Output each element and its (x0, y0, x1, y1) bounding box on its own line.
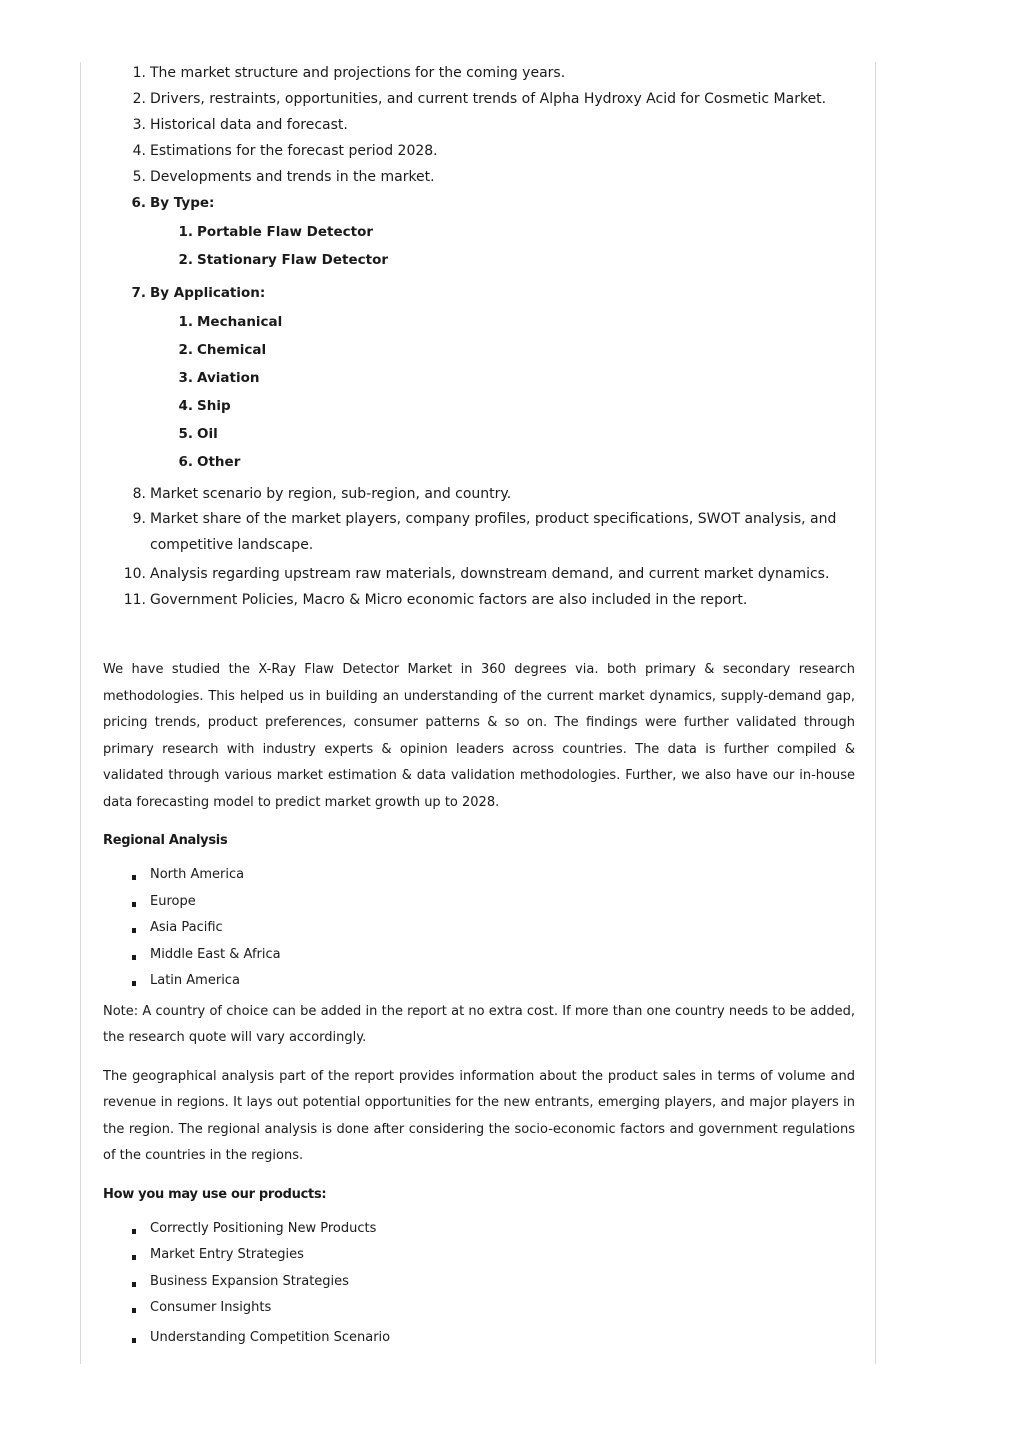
left-page-border (80, 62, 81, 1364)
sublist-number: 1. (178, 224, 193, 240)
list-number: 7. (131, 285, 146, 301)
by-application-heading: By Application: (150, 285, 266, 301)
list-item-text: Historical data and forecast. (150, 117, 348, 133)
sublist-number: 6. (178, 454, 193, 470)
list-item-text: Estimations for the forecast period 2028. (150, 143, 438, 159)
list-item (103, 138, 855, 164)
document-body (103, 60, 855, 1351)
list-item-text: Market scenario by region, sub-region, and country. (150, 486, 512, 502)
list-item: Asia Pacific (103, 915, 855, 942)
by-type-heading: By Type: (150, 195, 215, 211)
report-contents-list (103, 60, 855, 613)
list-item-text: Government Policies, Macro & Micro economic factors are also included in the report. (150, 592, 748, 608)
list-item (103, 561, 855, 587)
regional-analysis-heading: Regional Analysis (103, 833, 228, 848)
list-number: 6. (131, 195, 146, 211)
list-item (103, 482, 855, 506)
list-item (103, 86, 855, 112)
list-item-text: Developments and trends in the market. (150, 169, 435, 185)
sublist-item (150, 336, 855, 364)
list-number: 4. (132, 143, 146, 159)
list-item: Understanding Competition Scenario (103, 1325, 855, 1352)
geographical-paragraph: The geographical analysis part of the report provides information about the product sales in terms of volume and revenue in regions. It lays out potential opportunities for the new entrants, emerging players, and major players in the region. The regional analysis is done after considering the socio-economic factors and government regulations of the countries in the regions. (103, 1068, 855, 1163)
sublist-item-text: Ship (197, 398, 231, 414)
list-item: Market Entry Strategies (103, 1242, 855, 1269)
list-item-text: Analysis regarding upstream raw materials, downstream demand, and current market dynamics. (150, 566, 830, 582)
sublist-item (150, 218, 855, 246)
list-item (103, 164, 855, 190)
list-item: Business Expansion Strategies (103, 1269, 855, 1296)
list-item-text: Market share of the market players, company profiles, product specifications, SWOT analysis, and competitive landscape. (150, 511, 837, 553)
list-item (103, 112, 855, 138)
sublist-item-text: Chemical (197, 342, 267, 358)
list-item (103, 506, 855, 558)
list-item: Consumer Insights (103, 1295, 855, 1322)
list-item-text: Drivers, restraints, opportunities, and current trends of Alpha Hydroxy Acid for Cosmetic Market. (150, 91, 827, 107)
country-note: Note: A country of choice can be added in the report at no extra cost. If more than one country needs to be added, the research quote will vary accordingly. (103, 1003, 855, 1045)
by-application-sublist (150, 308, 855, 476)
sublist-item-text: Aviation (197, 370, 260, 386)
sublist-item (150, 448, 855, 476)
sublist-item-text: Other (197, 454, 241, 470)
list-number: 8. (132, 486, 146, 502)
list-number: 5. (132, 169, 146, 185)
sublist-item (150, 308, 855, 336)
sublist-item-text: Stationary Flaw Detector (197, 252, 389, 268)
regions-list (103, 862, 855, 995)
sublist-number: 4. (178, 398, 193, 414)
list-number: 10. (123, 566, 146, 582)
list-item: Correctly Positioning New Products (103, 1216, 855, 1243)
list-item-text: The market structure and projections for the coming years. (150, 65, 566, 81)
sublist-number: 2. (178, 252, 193, 268)
research-paragraph: We have studied the X-Ray Flaw Detector Market in 360 degrees via. both primary & secondary research methodologies. This helped us in building an understanding of the current market dynamics, supply-demand gap, pricing trends, product preferences, consumer patterns & so on. The findings were further validated through primary research with industry experts & opinion leaders across countries. The data is further compiled & validated through various market estimation & data validation methodologies. Further, we also have our in-house data forecasting model to predict market growth up to 2028. (103, 662, 855, 810)
by-type-item (103, 190, 855, 274)
right-page-border (875, 62, 876, 1364)
sublist-number: 3. (178, 370, 193, 386)
by-type-sublist (150, 218, 855, 274)
list-item: Latin America (103, 968, 855, 995)
sublist-item-text: Mechanical (197, 314, 283, 330)
by-application-item (103, 280, 855, 476)
list-item (103, 587, 855, 613)
list-number: 1. (132, 65, 146, 81)
list-number: 9. (132, 511, 146, 527)
list-number: 3. (132, 117, 146, 133)
sublist-item (150, 420, 855, 448)
list-item: Europe (103, 889, 855, 916)
list-number: 2. (132, 91, 146, 107)
list-item (103, 60, 855, 86)
sublist-item (150, 392, 855, 420)
usage-heading: How you may use our products: (103, 1186, 327, 1202)
sublist-number: 1. (178, 314, 193, 330)
sublist-item (150, 364, 855, 392)
usage-list (103, 1216, 855, 1352)
list-item: North America (103, 862, 855, 889)
list-number: 11. (123, 592, 146, 608)
sublist-item-text: Oil (197, 426, 218, 442)
sublist-number: 5. (178, 426, 193, 442)
list-item: Middle East & Africa (103, 942, 855, 969)
sublist-number: 2. (178, 342, 193, 358)
sublist-item (150, 246, 855, 274)
sublist-item-text: Portable Flaw Detector (197, 224, 374, 240)
